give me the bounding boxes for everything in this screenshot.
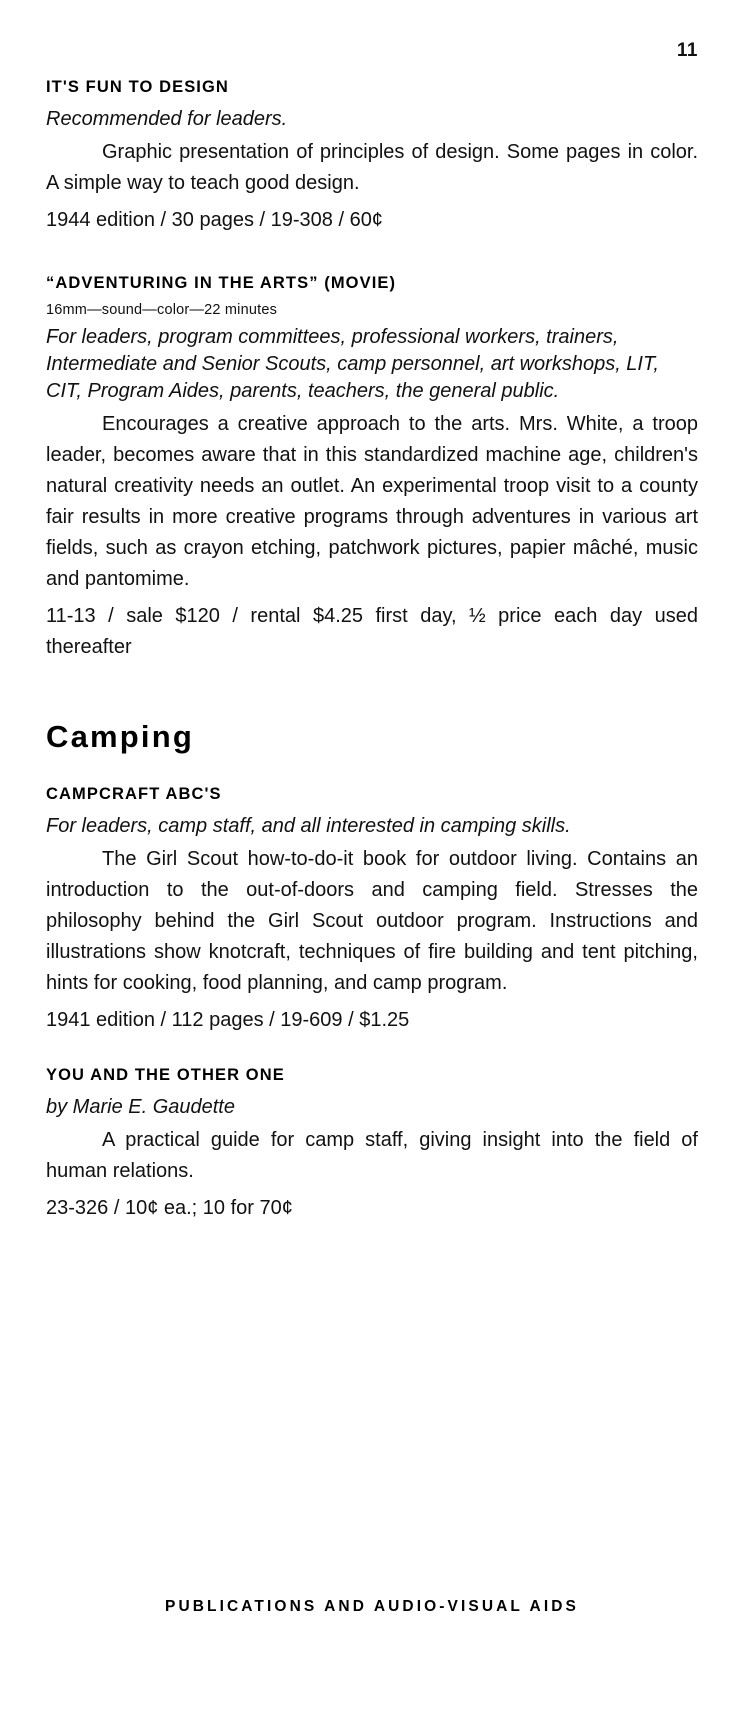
entry-audience: Recommended for leaders. xyxy=(46,108,288,130)
entry-description: Encourages a creative approach to the arts. Mrs. White, a troop leader, becomes aware that in this standardized machine age, children's natural creativity needs an outlet. An experimental troop visit to a county fair results in more creative programs through adventures in various art fields, such as crayon etching, patchwork pictures, papier mâché, music and pantomime. xyxy=(46,413,698,590)
entry-description: Graphic presentation of principles of design. Some pages in color. A simple way to teach good design. xyxy=(46,141,698,194)
spacer xyxy=(46,1040,698,1066)
entry-title: IT'S FUN TO DESIGN xyxy=(46,78,229,96)
spacer xyxy=(46,240,698,274)
entry-format-spec: 16mm—sound—color—22 minutes xyxy=(46,302,278,318)
page-footer: PUBLICATIONS AND AUDIO-VISUAL AIDS xyxy=(165,1598,579,1615)
entry-order-info: 1944 edition / 30 pages / 19-308 / 60¢ xyxy=(46,209,383,231)
spacer xyxy=(46,667,698,719)
entry-order-info: 23-326 / 10¢ ea.; 10 for 70¢ xyxy=(46,1197,293,1219)
page-number: 11 xyxy=(676,40,698,61)
entry-author: by Marie E. Gaudette xyxy=(46,1096,235,1118)
entry-title: YOU AND THE OTHER ONE xyxy=(46,1066,285,1084)
entry-its-fun-to-design xyxy=(46,78,698,236)
entry-description: A practical guide for camp staff, giving insight into the field of human relations. xyxy=(46,1129,698,1182)
entry-campcraft-abcs xyxy=(46,785,698,1036)
entry-order-info: 11-13 / sale $120 / rental $4.25 first day, ½ price each day used thereafter xyxy=(46,605,698,658)
entry-title: CAMPCRAFT ABC'S xyxy=(46,785,222,803)
entry-order-info: 1941 edition / 112 pages / 19-609 / $1.25 xyxy=(46,1009,410,1031)
entry-audience: For leaders, camp staff, and all interested in camping skills. xyxy=(46,815,571,837)
section-heading-camping: Camping xyxy=(46,719,195,754)
page-content xyxy=(46,0,698,1224)
entry-description: The Girl Scout how-to-do-it book for outdoor living. Contains an introduction to the out-of-doors and camping field. Stresses the philosophy behind the Girl Scout outdoor program. Instructions and illustrations show knotcraft, techniques of fire building and tent pitching, hints for cooking, food planning, and camp program. xyxy=(46,848,698,994)
entry-you-and-the-other-one xyxy=(46,1066,698,1224)
entry-title: “ADVENTURING IN THE ARTS” (MOVIE) xyxy=(46,274,397,292)
entry-audience: For leaders, program committees, professional workers, trainers, Intermediate and Senior Scouts, camp personnel, art workshops, LIT, CIT, Program Aides, parents, teachers, the general public. xyxy=(46,326,659,402)
entry-adventuring-in-the-arts xyxy=(46,274,698,663)
